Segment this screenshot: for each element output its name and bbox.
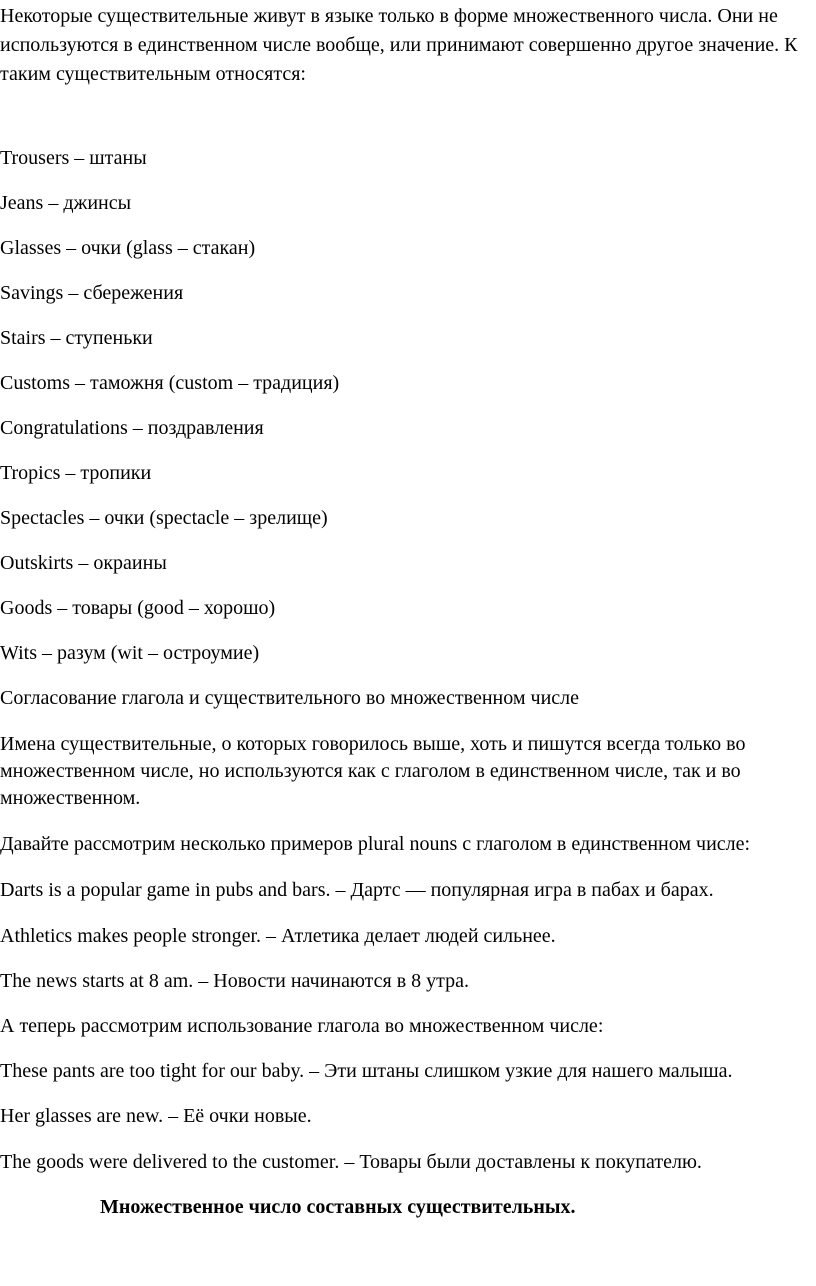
word-item: Congratulations – поздравления (0, 417, 264, 439)
agreement-title: Согласование глагола и существительного во множественном числе (0, 687, 580, 709)
word-item: Spectacles – очки (spectacle – зрелище) (0, 507, 328, 529)
word-item: Trousers – штаны (0, 147, 147, 169)
agreement-paragraph: Имена существительные, о которых говорилось выше, хоть и пишутся всегда только во множественном числе, но используются как с глаголом в единственном числе, так и во множественном. (0, 733, 746, 809)
word-item: Savings – сбережения (0, 282, 184, 304)
word-item: Glasses – очки (glass – стакан) (0, 237, 256, 259)
word-item: Tropics – тропики (0, 462, 152, 484)
word-item: Customs – таможня (custom – традиция) (0, 372, 340, 394)
word-item: Jeans – джинсы (0, 192, 132, 214)
plural-example: The goods were delivered to the customer. – Товары были доставлены к покупателю. (0, 1151, 702, 1173)
singular-intro: Давайте рассмотрим несколько примеров plural nouns с глаголом в единственном числе: (0, 833, 751, 855)
word-item: Goods – товары (good – хорошо) (0, 597, 276, 619)
plural-example: Her glasses are new. – Её очки новые. (0, 1105, 312, 1127)
word-item: Stairs – ступеньки (0, 327, 153, 349)
word-item: Wits – разум (wit – остроумие) (0, 642, 260, 664)
singular-example: The news starts at 8 am. – Новости начинаются в 8 утра. (0, 970, 470, 992)
singular-example: Darts is a popular game in pubs and bars. – Дартс — популярная игра в пабах и барах. (0, 879, 714, 901)
intro-paragraph: Некоторые существительные живут в языке только в форме множественного числа. Они не используются в единственном числе вообще, или принимают совершенно другое значение. К таким существительным относятся: (0, 5, 798, 85)
plural-example: These pants are too tight for our baby. – Эти штаны слишком узкие для нашего малыша. (0, 1060, 733, 1082)
plural-intro: А теперь рассмотрим использование глагола во множественном числе: (0, 1015, 604, 1037)
singular-example: Athletics makes people stronger. – Атлетика делает людей сильнее. (0, 925, 556, 947)
word-item: Outskirts – окраины (0, 552, 167, 574)
compound-nouns-heading: Множественное число составных существительных. (100, 1196, 576, 1218)
